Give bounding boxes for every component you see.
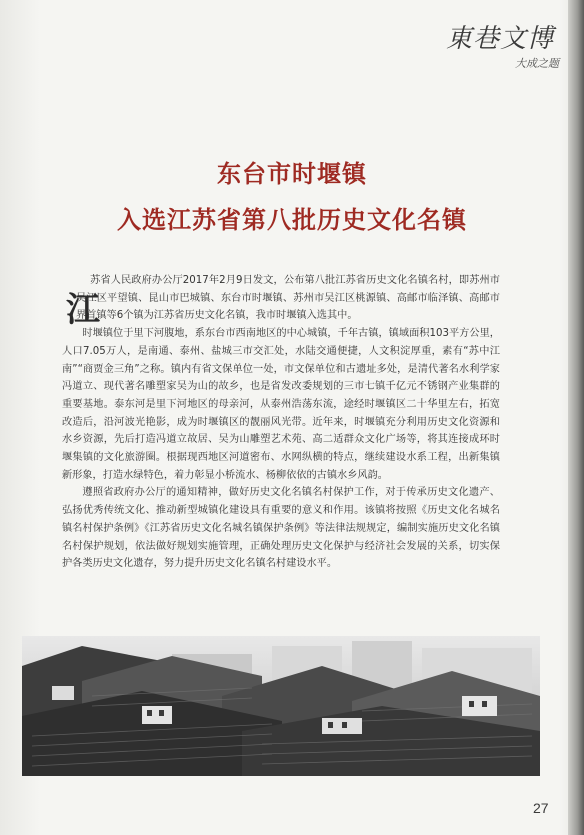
page-binding-edge	[568, 0, 584, 835]
paragraph-1	[62, 272, 500, 325]
town-rooftops-photo	[22, 636, 540, 776]
paragraph-3: 遵照省政府办公厅的通知精神，做好历史文化名镇名村保护工作，对于传承历史文化遗产、弘扬优秀传统文化、推动新型城镇化建设具有重要的意义和作用。该镇将按照《历史文化名城名镇名村保护条例》《江苏省历史文化名城名镇保护条例》等法律法规规定，编制实施历史文化名镇名村保护规划，依法做好规划实施管理，正确处理历史文化保护与经济社会发展的关系，切实保护各类历史文化遗存，努力提升历史文化名镇名村建设水平。	[62, 487, 500, 570]
article-body	[62, 272, 500, 573]
brand-logo: 東巷文博	[446, 24, 555, 54]
paragraph-2: 时堰镇位于里下河腹地，系东台市西南地区的中心城镇，千年古镇，镇域面积103平方公里，人口7.05万人，是南通、泰州、盐城三市交汇处，水陆交通便捷，人文积淀厚重，素有“苏中江南”“商贾金三角”之称。镇内有省文保单位一处，市文保单位和古遗址多处，是清代著名水利学家冯道立、现代著名雕塑家吴为山的故乡，也是省发改委规划的三市七镇千亿元不锈钢产业集群的重要基地。泰东河是里下河地区的母亲河，从泰州浩荡东流，途经时堰镇区二十华里左右，拓宽改造后，沿河波光艳影，成为时堰镇区的靓丽风光带。近年来，时堰镇充分利用历史文化资源和水乡资源，先后打造冯道立故居、吴为山雕塑艺术苑、高二适群众文化广场等，将其连接成环时堰集镇的文化旅游圈。根据现西地区河道密布、水网纵横的特点，继续建设水系工程，出新集镇新形象，打造水绿特色，着力彰显小桥流水、杨柳依依的古镇水乡风韵。	[62, 328, 500, 481]
page-number: 27	[533, 800, 549, 816]
drop-cap: 江	[66, 290, 100, 330]
paragraph-1-text: 苏省人民政府办公厅2017年2月9日发文，公布第八批江苏省历史文化名镇名村，即苏州市吴江区平望镇、昆山市巴城镇、东台市时堰镇、苏州市吴江区桃源镇、高邮市临泽镇、高邮市界首镇等6个镇为江苏省历史文化名镇，我市时堰镇入选其中。	[76, 275, 500, 322]
article-title-line1: 东台市时堰镇	[217, 159, 367, 188]
article-title-line2: 入选江苏省第八批历史文化名镇	[117, 205, 467, 234]
brand-signature: 大成之题	[515, 57, 559, 70]
